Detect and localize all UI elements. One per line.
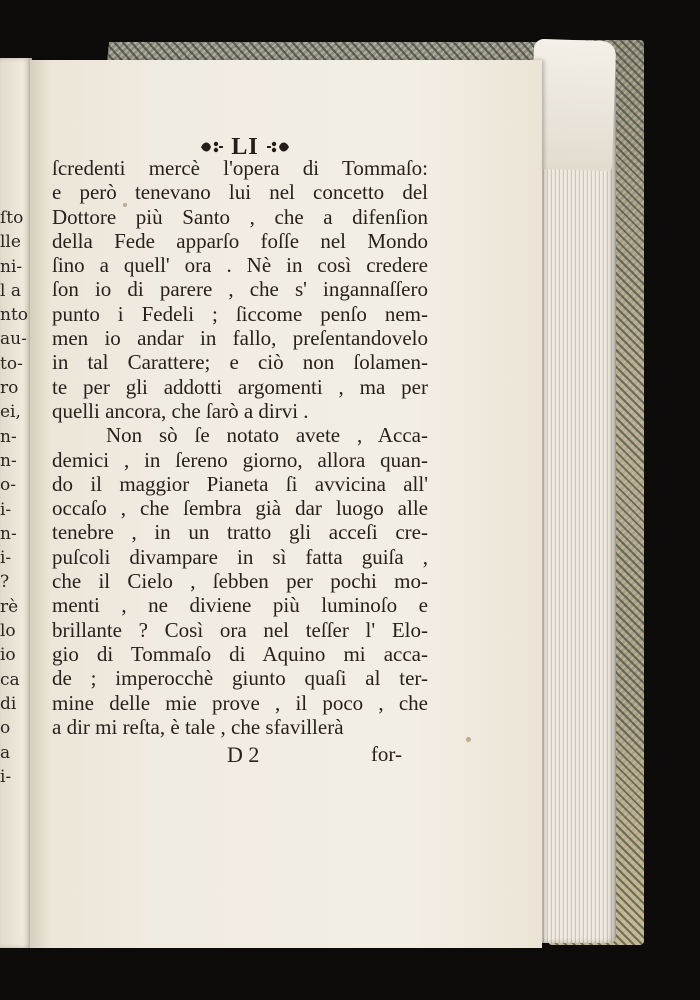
fleuron-left-icon xyxy=(199,140,223,154)
fragment-line: ſto xyxy=(0,208,24,228)
text-line: punto i Fedeli ; ſiccome penſo nem- xyxy=(52,301,428,326)
fragment-line: n- xyxy=(0,426,17,447)
text-line: men io andar in fallo, preſentandovelo xyxy=(52,326,428,351)
text-line: menti , ne diviene più luminoſo e xyxy=(52,593,428,618)
fragment-line: i- xyxy=(0,548,12,569)
page-fore-edge xyxy=(538,58,616,943)
text-line: occaſo , che ſembra già dar luogo alle xyxy=(52,496,428,521)
fragment-line: o xyxy=(0,718,11,739)
fragment-line: ca xyxy=(0,669,20,690)
signature-mark: D 2 xyxy=(227,742,260,767)
fragment-line: l a xyxy=(0,280,21,301)
foxing-spot xyxy=(466,737,471,742)
fragment-line: au- xyxy=(0,329,27,350)
fragment-line: nto xyxy=(0,305,29,326)
page-body-text xyxy=(52,156,428,739)
fragment-line: lo xyxy=(0,621,16,642)
fragment-line: io xyxy=(0,645,16,666)
text-line: della Fede apparſo foſſe nel Mondo xyxy=(52,228,428,253)
fragment-line: n- xyxy=(0,523,17,544)
text-line: quelli ancora, che ſarò a dirvi . xyxy=(52,398,309,423)
text-line: demici , in ſereno giorno, allora quan- xyxy=(52,447,428,472)
text-line: ſon io di parere , che s' ingannaſſero xyxy=(52,277,428,302)
fragment-line: to- xyxy=(0,353,23,374)
fragment-line: a xyxy=(0,742,11,763)
previous-page-text-fragments xyxy=(0,206,32,789)
text-line: mine delle mie prove , il poco , che xyxy=(52,690,428,715)
text-line: a dir mi reſta, è tale , che sfavillerà xyxy=(52,714,344,739)
text-line: e però tenevano lui nel concetto del xyxy=(52,180,428,205)
text-line: che il Cielo , ſebben per pochi mo- xyxy=(52,569,428,594)
text-line: de ; imperocchè giunto quaſi al ter- xyxy=(52,666,428,691)
text-line: ſino a quell' ora . Nè in così credere xyxy=(52,253,428,278)
folded-page-corner xyxy=(530,39,616,172)
text-line: brillante ? Così ora nel teſſer l' Elo- xyxy=(52,617,428,642)
text-line: in tal Carattere; e ciò non ſolamen- xyxy=(52,350,428,375)
fragment-line: ? xyxy=(0,572,10,593)
fragment-line: o- xyxy=(0,475,16,496)
text-line: te per gli addotti argomenti , ma per xyxy=(52,374,428,399)
fragment-line: i- xyxy=(0,766,12,787)
fragment-line: ro xyxy=(0,378,19,399)
fragment-line: n- xyxy=(0,450,17,471)
page-footer xyxy=(52,742,428,770)
text-line: puſcoli divampare in sì fatta guiſa , xyxy=(52,544,428,569)
text-line: gio di Tommaſo di Aquino mi acca- xyxy=(52,641,428,666)
page-number: LI xyxy=(231,133,259,160)
fragment-line: lle xyxy=(0,232,21,253)
catchword: for- xyxy=(370,742,402,766)
fleuron-right-icon xyxy=(267,140,291,154)
fragment-line: ni- xyxy=(0,256,23,277)
previous-page-sliver xyxy=(0,58,32,948)
text-line: Non sò ſe notato avete , Acca- xyxy=(106,423,428,448)
fragment-line: ei, xyxy=(0,402,21,423)
fragment-line: i- xyxy=(0,499,12,520)
text-line: tenebre , in un tratto gli acceſi cre- xyxy=(52,520,428,545)
text-line: do il maggior Pianeta ſi avvicina all' xyxy=(52,471,428,496)
text-line: Dottore più Santo , che a difenſion xyxy=(52,204,428,229)
fragment-line: rè xyxy=(0,596,19,617)
fragment-line: di xyxy=(0,693,17,714)
text-line: ſcredenti mercè l'opera di Tommaſo: xyxy=(52,156,428,180)
